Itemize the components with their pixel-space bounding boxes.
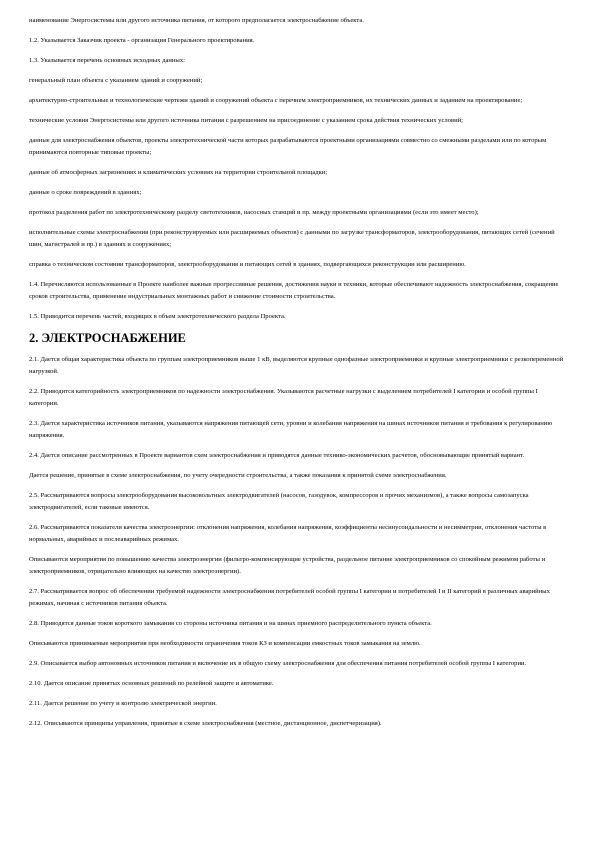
paragraph: 2.10. Дается описание принятых основных решений по релейной защите и автоматике.	[29, 680, 274, 687]
paragraph: данные для электроснабжения объектов, проекты электротехнической части которых разрабатываются проектными организациями совместно со смежными разделами или по которым принимаются повторные типовые проекты;	[29, 137, 547, 156]
paragraph: Описываются принимаемые мероприятия при необходимости ограничения токов КЗ и компенсации емкостных токов замыкания на землю.	[29, 640, 421, 647]
section-heading: 2. ЭЛЕКТРОСНАБЖЕНИЕ	[29, 331, 186, 345]
paragraph: 1.4. Перечисляются использованные в Проекте наиболее важные прогрессивные решения, достижения науки и техники, которые обеспечивают надежность электроснабжения, сокращение сроков строительства, применение индустриальных монтажных работ и снижение стоимости строительства.	[29, 281, 559, 300]
paragraph: Описываются мероприятия по повышению качества электроэнергии (фильтро-компенсирующие устройства, раздельное питание электроприемников со спокойным режимом работы и электроприемников, отрицательно влияющих на качество электроэнергии).	[29, 556, 546, 575]
paragraph: 2.7. Рассматривается вопрос об обеспечении требуемой надежности электроснабжения потребителей особой группы I категории и потребителей I и II категорий в различных аварийных режимах, начиная с источников питания объекта.	[29, 588, 550, 607]
paragraph: данные об атмосферных загрязнениях и климатических условиях на территории строительной площадки;	[29, 169, 328, 176]
paragraph: справка о техническом состоянии трансформаторов, электрооборудования и питающих сетей в зданиях, подвергающихся реконструкции или расширению.	[29, 261, 466, 268]
paragraph: исполнительные схемы электроснабжения (при реконструируемых или расширяемых объектов) с данными по загрузке трансформаторов, электрооборудования, питающих сетей (сечений шин, магистралей и пр.) в зданиях и сооружениях;	[29, 229, 555, 248]
paragraph: 2.11. Дается решение по учету и контролю электрической энергии.	[29, 700, 217, 707]
paragraph: 2.4. Дается описание рассмотренных в Проекте вариантов схем электроснабжения и приводятся данные технико-экономических расчетов, обосновывающие принятый вариант.	[29, 452, 525, 459]
paragraph: наименование Энергосистемы или другого источника питания, от которого предполагается электроснабжение объекта.	[29, 17, 364, 24]
paragraph: 2.6. Рассматриваются показатели качества электроэнергии: отклонения напряжения, колебания напряжения, коэффициенты несинусоидальности и несимметрии, отклонения частоты в нормальных, аварийных и послеаварийных режимах.	[29, 524, 547, 543]
paragraph: 2.1. Дается общая характеристика объекта по группам электроприемников выше 1 кВ, выделяются крупные однофазные электроприемники и крупные электроприемники с резкопеременной нагрузкой.	[29, 356, 564, 375]
paragraph: 2.2. Приводится категорийность электроприемников по надежности электроснабжения. Указываются расчетные нагрузки с выделением потребителей I категории и особой группы I категории.	[29, 388, 538, 407]
paragraph: 1.3. Указывается перечень основных исходных данных:	[29, 57, 185, 64]
paragraph: 2.9. Описывается выбор автономных источников питания и включение их в общую схему электроснабжения для обеспечения питания потребителей особой группы I категории.	[29, 660, 527, 667]
paragraph: 2.3. Дается характеристика источников питания, указываются напряжения питающей сети, уровни и колебания напряжения на шинах источников питания и требования к регулированию напряжения.	[29, 420, 553, 439]
document-page	[29, 15, 566, 738]
paragraph: 1.5. Приводится перечень частей, входящих в объем электротехнического раздела Проекта.	[29, 313, 286, 320]
paragraph: 2.12. Описываются принципы управления, принятые в схеме электроснабжения (местное, дистанционное, диспетчеризация).	[29, 720, 382, 727]
paragraph: технические условия Энергосистемы или другого источника питания с разрешением на присоединение с указанием срока действия технических условий;	[29, 117, 463, 124]
paragraph: 1.2. Указывается Заказчик проекта - организация Генерального проектирования.	[29, 37, 255, 44]
paragraph: данные о сроке повреждений в зданиях;	[29, 189, 142, 196]
paragraph: протокол разделения работ по электротехническому разделу светотехников, насосных станций и пр. между проектными организациями (если это имеет место);	[29, 209, 479, 216]
paragraph: Дается решение, принятые в схеме электроснабжения, по учету очередности строительства, а также показания к принятой схеме электроснабжения.	[29, 472, 447, 479]
paragraph: 2.5. Рассматриваются вопросы электрооборудования высоковольтных электродвигателей (насосов, газодувок, компрессоров и прочих механизмов), а также вопросы самозапуска электродвигателей, если таковые имеются.	[29, 492, 529, 511]
paragraph: архитектурно-строительные и технологические чертежи зданий и сооружений объекта с перечнем электроприемников, их технических данных и заданием на проектирование;	[29, 97, 523, 104]
paragraph: генеральный план объекта с указанием зданий и сооружений;	[29, 77, 203, 84]
paragraph: 2.8. Приводятся данные токов короткого замыкания со стороны источника питания и на шинах приемного распределительного пункта объекта.	[29, 620, 432, 627]
